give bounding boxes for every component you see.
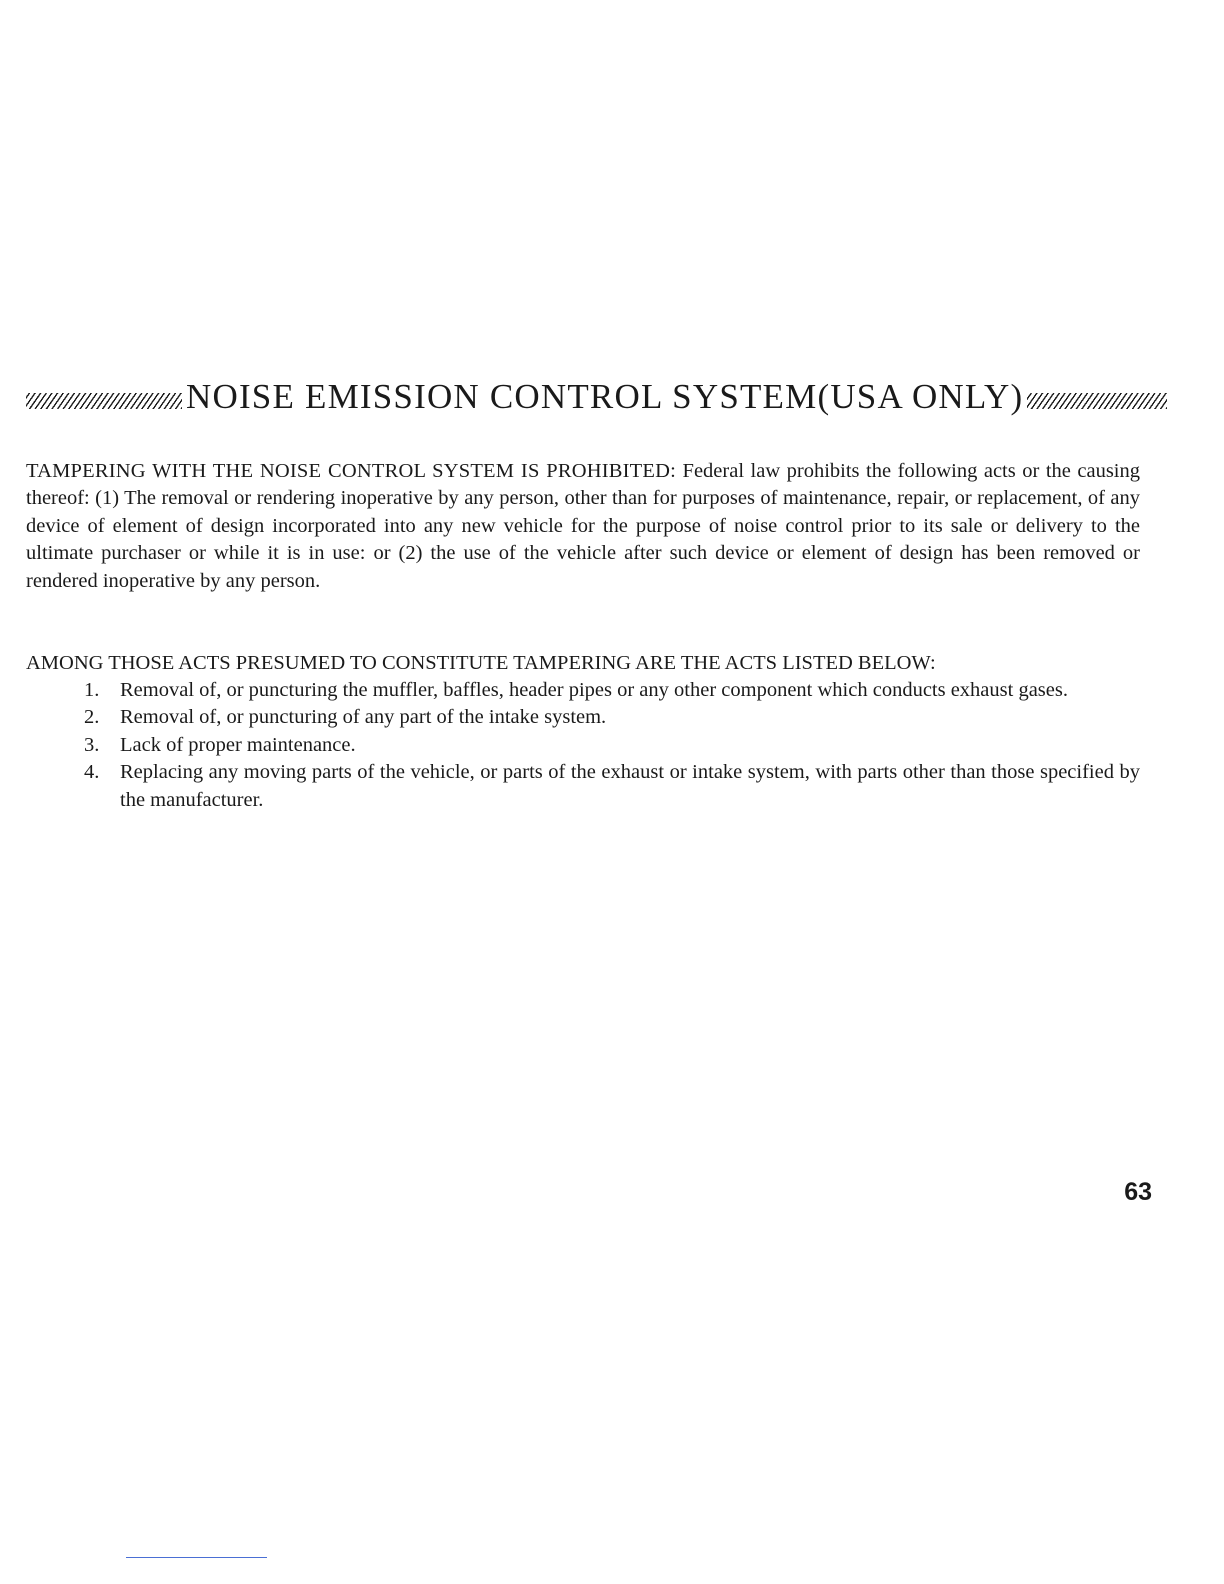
list-item-number: 2. xyxy=(84,706,100,729)
section-title: NOISE EMISSION CONTROL SYSTEM(USA ONLY) xyxy=(186,377,1024,416)
acts-heading: AMONG THOSE ACTS PRESUMED TO CONSTITUTE TAMPERING ARE THE ACTS LISTED BELOW: xyxy=(26,652,936,674)
list-item-number: 3. xyxy=(84,733,100,756)
tampering-body: Federal law prohibits the following acts or the causing thereof: (1) The removal or rendering inoperative by any person, other than for purposes of maintenance, repair, or replacement, of any device of element of design incorporated into any new vehicle for the purpose of noise control prior to its sale or delivery to the ultimate purchaser or while it is in use: or (2) the use of the vehicle after such device or element of design has been removed or rendered inoperative by any person. xyxy=(26,460,1140,592)
list-item-number: 1. xyxy=(84,679,100,701)
section-heading xyxy=(26,372,1146,422)
list-item xyxy=(84,759,1140,814)
tampering-lead: TAMPERING WITH THE NOISE CONTROL SYSTEM IS PROHIBITED: xyxy=(26,460,677,482)
list-item xyxy=(84,704,1140,731)
list-item-text: Removal of, or puncturing the muffler, baffles, header pipes or any other component which conducts exhaust gases. xyxy=(120,679,1068,701)
list-item xyxy=(84,732,1140,759)
heading-ornament-right xyxy=(1027,393,1167,409)
list-item-text: Replacing any moving parts of the vehicle, or parts of the exhaust or intake system, with parts other than those specified by the manufacturer. xyxy=(120,761,1140,811)
list-item xyxy=(84,677,1140,704)
list-item-text: Removal of, or puncturing of any part of the intake system. xyxy=(120,706,607,729)
heading-ornament-left xyxy=(26,393,182,409)
page-number: 63 xyxy=(1124,1178,1152,1206)
tampering-paragraph xyxy=(26,458,1140,595)
list-item-number: 4. xyxy=(84,761,100,784)
acts-list xyxy=(84,677,1140,814)
list-item-text: Lack of proper maintenance. xyxy=(120,733,356,756)
footer-divider xyxy=(126,1557,267,1558)
